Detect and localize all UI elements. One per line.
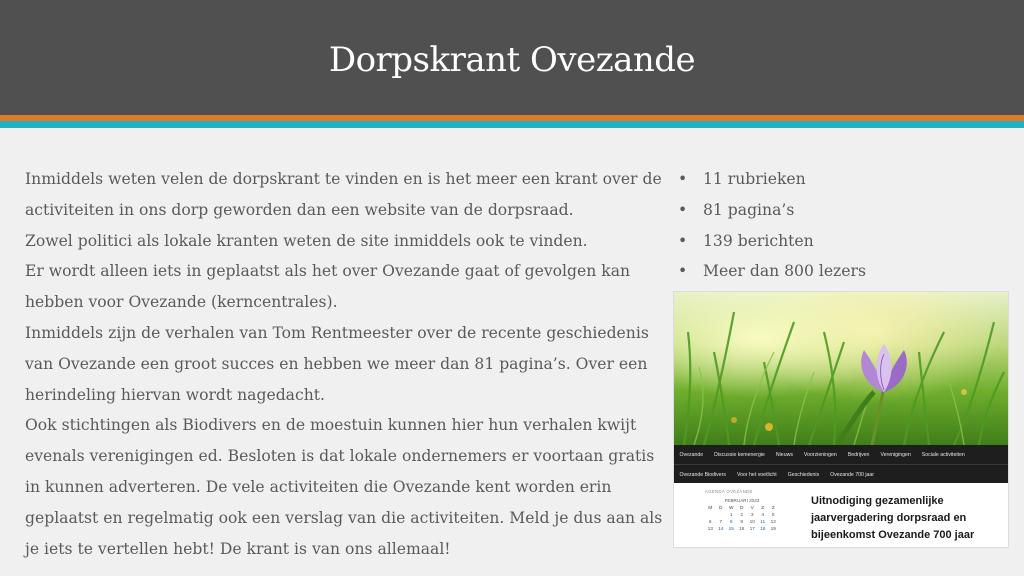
nav-item: Discussie kemenergie [714,451,765,458]
stats-item [678,226,866,257]
body-line: Inmiddels zijn de verhalen van Tom Rentmeester over de recente geschiedenis [25,323,649,342]
calendar-month: FEBRUARI 2023 [724,498,760,503]
bullet-icon: • [678,170,688,188]
calendar-day[interactable]: 13 [707,527,713,532]
body-line: evenals verenigingen ed. Besloten is dat lokale ondernemers er voortaan gratis [25,447,655,466]
nav-item: Ovezande 700 jaar [830,471,875,478]
stats-item [678,256,866,287]
calendar-day-header: M [708,506,713,511]
nav-item: Ovezande [679,451,704,458]
nav-item: Voorzieningen [803,451,837,458]
bullet-icon: • [678,262,688,281]
calendar-day-header: V [750,506,754,511]
nav-item: Geschiedenis [787,471,820,478]
stats-item-label: 81 pagina’s [703,200,795,219]
body-line: geplaatst en regelmatig ook een verslag van die activiteiten. Meld je dus aan als [25,508,663,527]
crocus-header-image [674,292,1009,445]
slide-title: Dorpskrant Ovezande [328,40,696,80]
body-line: herindeling hiervan wordt nagedacht. [25,385,325,404]
calendar-day[interactable]: 11 [760,520,766,525]
post-title-line: jaarvergadering dorpsraad en [811,512,967,524]
calendar-day[interactable]: 10 [749,520,755,525]
calendar-day[interactable]: 19 [770,527,776,532]
calendar-day[interactable]: 18 [760,527,766,532]
calendar-day[interactable]: 8 [729,520,733,525]
nav-item: Ovezande Biodivers [679,471,726,478]
stats-item [678,164,866,195]
body-line: Inmiddels weten velen de dorpskrant te vinden en is het meer een krant over de [25,170,662,188]
calendar-day[interactable]: 16 [739,527,745,532]
website-screenshot [673,291,1009,548]
title-bar [0,0,1024,115]
calendar-grid [705,506,779,532]
calendar-day-header: W [728,506,734,511]
body-line: Er wordt alleen iets in geplaatst als het over Ovezande gaat of gevolgen kan [25,262,631,281]
calendar-day[interactable]: 15 [728,527,734,532]
calendar-day[interactable]: 12 [770,520,776,525]
nav-item: Voor het voetlicht [736,471,777,478]
post-title-line: bijeenkomst Ovezande 700 jaar [811,529,975,541]
calendar-day[interactable]: 1 [729,513,733,518]
nav-item: Nieuws [775,451,793,458]
body-line: in kunnen adverteren. De vele activiteiten die Ovezande kent worden erin [25,477,612,496]
body-line: Zowel politici als lokale kranten weten de site inmiddels ook te vinden. [25,231,588,250]
teal-divider [0,121,1024,128]
calendar-day-header: D [740,506,744,511]
calendar-day[interactable]: 6 [708,520,712,525]
post-title [811,493,1001,544]
calendar-day[interactable]: 2 [740,513,744,518]
calendar-day-header: D [719,506,723,511]
calendar-day[interactable]: 5 [771,513,775,518]
stats-item-label: 139 berichten [703,231,814,250]
nav-row [674,464,1009,484]
calendar-day[interactable]: 14 [718,527,724,532]
calendar-day[interactable]: 9 [740,520,744,525]
stats-list [678,164,866,287]
calendar-day[interactable]: 7 [719,520,723,525]
body-line: activiteiten in ons dorp geworden dan een website van de dorpsraad. [25,200,574,219]
body-line: Ook stichtingen als Biodivers en de moestuin kunnen hier hun verhalen kwijt [25,416,637,435]
post-title-line: Uitnodiging gezamenlijke [811,495,944,507]
stats-item-label: 11 rubrieken [703,170,806,188]
nav-row [674,445,1009,464]
stats-item-label: Meer dan 800 lezers [703,262,866,281]
nav-item: Bedrijven [847,451,870,458]
calendar-day [705,513,716,518]
body-line: van Ovezande een groot succes en hebben we meer dan 81 pagina’s. Over een [25,354,648,373]
bullet-icon: • [678,231,688,250]
bullet-icon: • [678,200,688,219]
calendar-day[interactable]: 3 [750,513,754,518]
body-line: hebben voor Ovezande (kerncentrales). [25,293,338,312]
site-nav [674,445,1009,483]
calendar-widget [705,498,779,532]
agenda-label: AGENDA OVEZANDE [705,489,753,494]
calendar-day[interactable]: 4 [761,513,765,518]
site-content [674,483,1009,548]
calendar-day[interactable]: 17 [749,527,755,532]
calendar-day [716,513,727,518]
nav-item: Verenigingen [880,451,911,458]
nav-item: Sociale activiteiten [921,451,965,458]
calendar-day-header: Z [771,506,775,511]
stats-item [678,195,866,226]
body-line: je iets te vertellen hebt! De krant is van ons allemaal! [25,539,451,558]
body-text [25,164,663,564]
calendar-day-header: Z [761,506,765,511]
